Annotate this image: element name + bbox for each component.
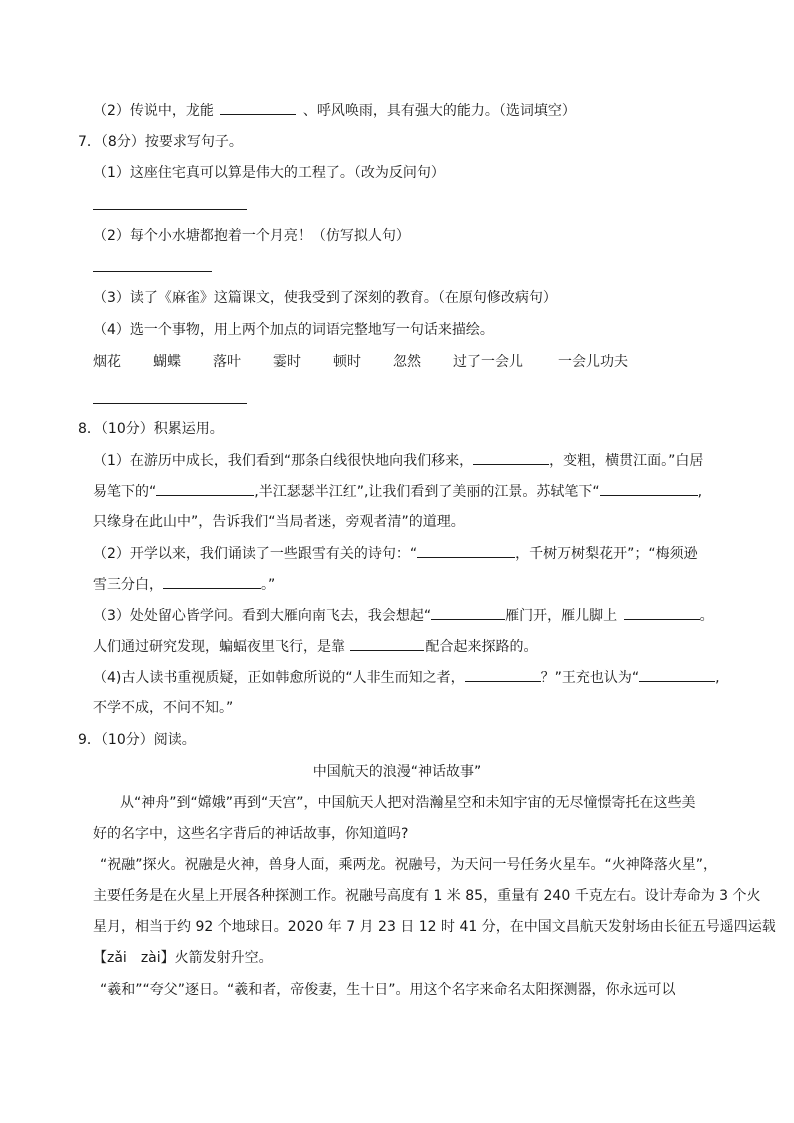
- q8-item-3-line-2: 人们通过研究发现，蝙蝠夜里飞行，是靠 配合起来探路的。: [93, 636, 537, 657]
- word-bank-item: 忽然: [393, 354, 421, 370]
- answer-blank[interactable]: [600, 481, 698, 496]
- answer-blank[interactable]: [417, 543, 515, 558]
- passage-line: 从“神舟”到“嫦娥”再到“天宫”，中国航天人把对浩瀚星空和未知宇宙的无尽憧憬寄托在这些美: [120, 795, 696, 811]
- q7-heading: 7．（8分）按要求写句子。: [78, 134, 243, 150]
- q9-heading: 9．（10分）阅读。: [78, 732, 196, 748]
- q6-item-2: （2）传说中，龙能 、呼风唤雨，具有强大的能力。（选词填空）: [93, 100, 576, 121]
- answer-blank[interactable]: [156, 481, 254, 496]
- answer-line[interactable]: [93, 209, 247, 210]
- answer-blank[interactable]: [431, 605, 505, 620]
- answer-blank[interactable]: [163, 574, 261, 589]
- word-bank-item: 蝴蝶: [153, 354, 181, 370]
- answer-line[interactable]: [93, 403, 247, 404]
- passage-title: 中国航天的浪漫“神话故事”: [312, 764, 482, 780]
- passage-line: 【zǎi zài】火箭发射升空。: [93, 950, 273, 966]
- q8-item-3-line-1: （3）处处留心皆学问。看到大雁向南飞去，我会想起“ 雁门开，雁儿脚上 。: [93, 605, 714, 626]
- passage-line: 主要任务是在火星上开展各种探测工作。祝融号高度有 1 米 85，重量有 240 千克左右。设计寿命为 3 个火: [93, 888, 761, 904]
- passage-line: 星月，相当于约 92 个地球日。2020 年 7 月 23 日 12 时 41 分，在中国文昌航天发射场由长征五号遥四运载: [93, 919, 776, 935]
- q7-item-2: （2）每个小水塘都抱着一个月亮！（仿写拟人句）: [93, 228, 410, 244]
- q8-item-1-line-3: 只缘身在此山中”，告诉我们“当局者迷，旁观者清”的道理。: [93, 514, 465, 530]
- word-bank-item: 一会儿功夫: [558, 354, 628, 370]
- word-bank-item: 过了一会儿: [453, 354, 523, 370]
- word-bank-item: 霎时: [273, 354, 301, 370]
- passage-line: “羲和”“夸父”逐日。“羲和者，帝俊妻，生十日”。用这个名字来命名太阳探测器，你永远可以: [100, 982, 676, 998]
- answer-blank[interactable]: [465, 667, 541, 682]
- q8-item-4-line-2: 不学不成，不问不知。”: [93, 700, 234, 716]
- pinyin-choice[interactable]: 【zǎi zài】: [93, 950, 175, 966]
- word-bank-item: 落叶: [213, 354, 241, 370]
- q8-item-2-line-1: （2）开学以来，我们诵读了一些跟雪有关的诗句：“ ，千树万树梨花开”；“梅须逊: [93, 543, 698, 564]
- q8-item-4-line-1: （4)古人读书重视质疑，正如韩愈所说的“人非生而知之者， ？”王充也认为“ ,: [93, 667, 720, 688]
- q7-item-4: （4）选一个事物，用上两个加点的词语完整地写一句话来描绘。: [93, 322, 494, 338]
- passage-line: 好的名字中，这些名字背后的神话故事，你知道吗?: [93, 826, 409, 842]
- q8-heading: 8．（10分）积累运用。: [78, 421, 224, 437]
- answer-blank[interactable]: [639, 667, 715, 682]
- word-bank-item: 顿时: [333, 354, 361, 370]
- q8-item-2-line-2: 雪三分白， 。”: [93, 574, 275, 595]
- q7-item-1: （1）这座住宅真可以算是伟大的工程了。（改为反问句）: [93, 165, 445, 181]
- answer-blank[interactable]: [473, 450, 549, 465]
- q7-item-3: （3）读了《麻雀》这篇课文，使我受到了深刻的教育。（在原句修改病句）: [93, 290, 557, 306]
- q8-item-1-line-1: （1）在游历中成长，我们看到“那条白线很快地向我们移来， ，变粗，横贯江面。”白居: [93, 450, 703, 471]
- answer-blank[interactable]: [350, 636, 424, 651]
- q8-item-1-line-2: 易笔下的“ ,半江瑟瑟半江红”,让我们看到了美丽的江景。苏轼笔下“ ,: [93, 481, 702, 502]
- passage-line: “祝融”探火。祝融是火神，兽身人面，乘两龙。祝融号，为天问一号任务火星车。“火神降落火星”，: [100, 857, 718, 873]
- answer-blank[interactable]: [220, 100, 296, 115]
- answer-blank[interactable]: [624, 605, 700, 620]
- answer-line[interactable]: [93, 271, 212, 272]
- word-bank-item: 烟花: [93, 354, 121, 370]
